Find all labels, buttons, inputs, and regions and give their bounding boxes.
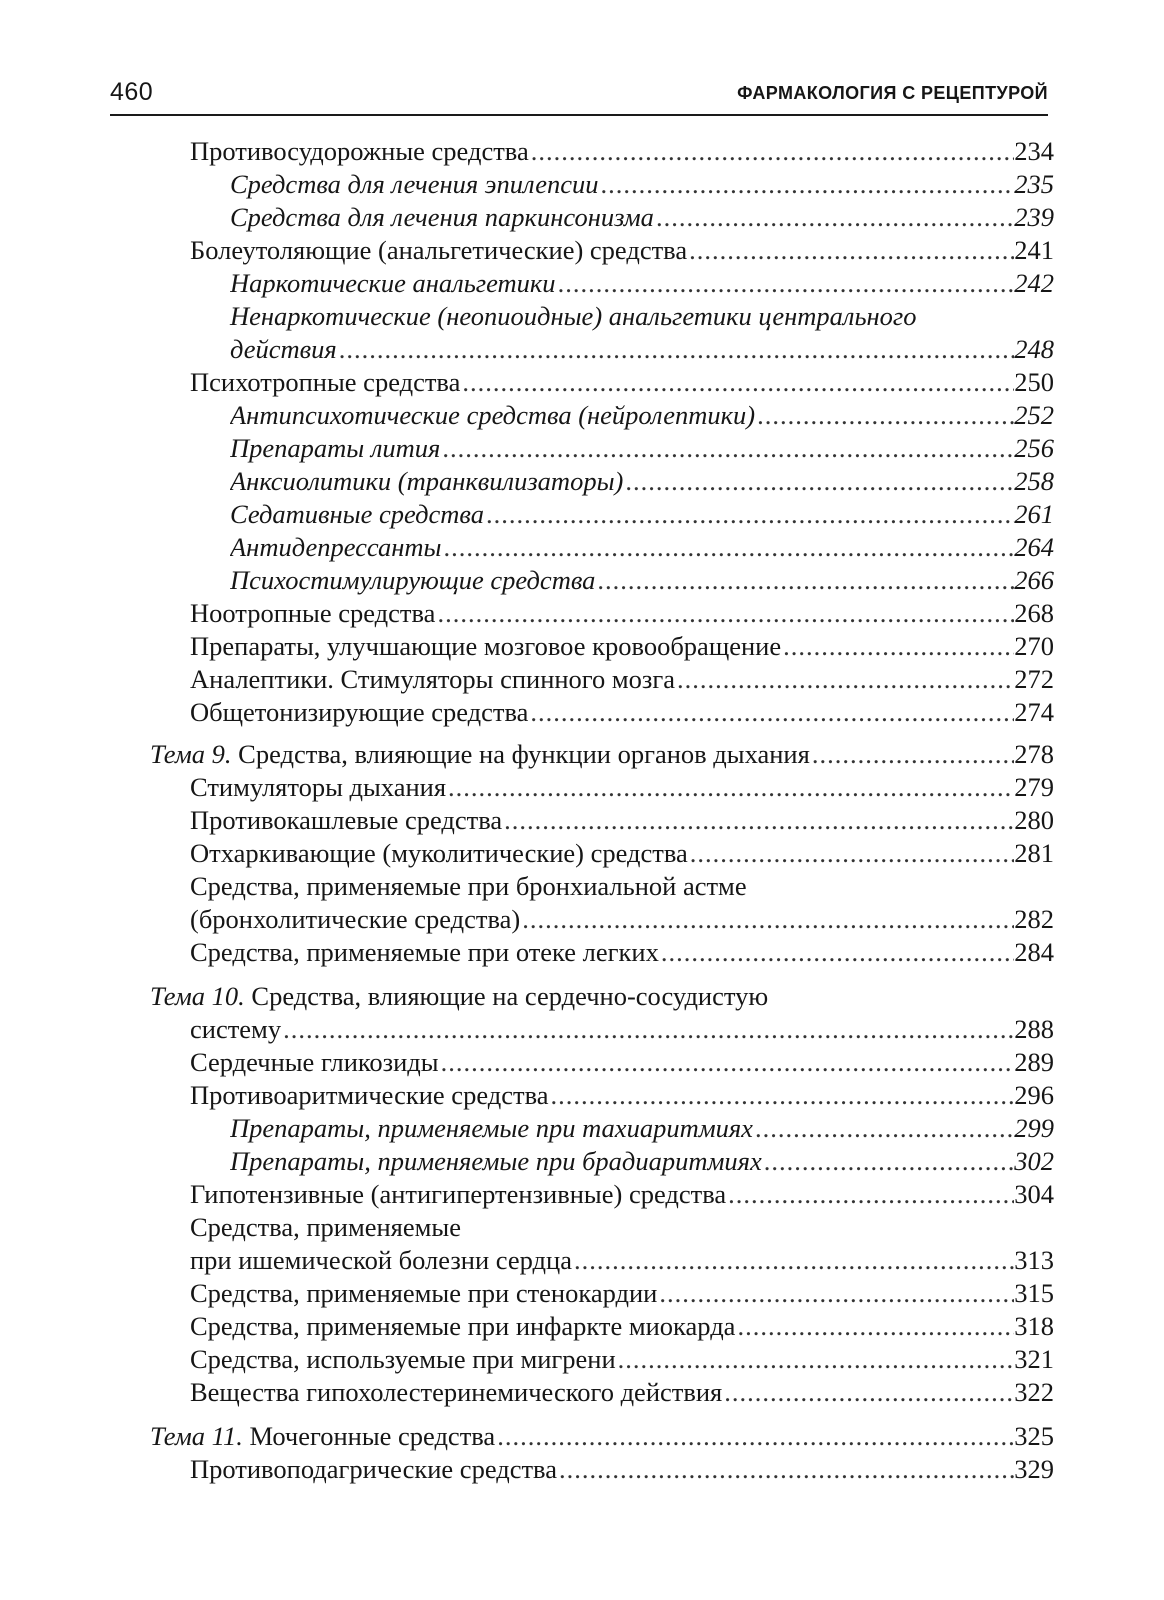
toc-entry-label: Средства, применяемые при отеке легких <box>190 937 659 967</box>
toc-entry-label: Препараты, улучшающие мозговое кровообращение <box>190 631 782 661</box>
toc-entry <box>190 837 1054 870</box>
toc-subentry <box>230 465 1054 498</box>
toc-entry-label: Противокашлевые средства <box>190 805 503 835</box>
dot-leader <box>441 531 1014 564</box>
dot-leader <box>528 696 1014 729</box>
toc-entry-label: (бронхолитические средства) <box>190 904 521 934</box>
toc-entry-page: 235 <box>1014 169 1054 199</box>
dot-leader <box>753 1112 1014 1145</box>
toc-subentry <box>230 498 1054 531</box>
dot-leader <box>810 738 1014 771</box>
dot-leader <box>735 1310 1014 1343</box>
toc-entry-line1: Средства, применяемые при бронхиальной астме <box>190 871 747 901</box>
toc-topic-entry <box>190 1013 1054 1046</box>
toc-entry-page: 329 <box>1014 1454 1054 1484</box>
toc-entry-label: Психотропные средства <box>190 367 461 397</box>
toc-entry-label: Ноотропные средства <box>190 598 436 628</box>
toc-entry-label: Препараты, применяемые при тахиаритмиях <box>230 1113 753 1143</box>
dot-leader <box>687 234 1014 267</box>
toc-entry-label: Средства, применяемые при стенокардии <box>190 1278 658 1308</box>
toc-topic-heading-line1 <box>150 980 768 1013</box>
toc-entry-label: действия <box>230 334 337 364</box>
dot-leader <box>484 498 1014 531</box>
toc-entry-page: 250 <box>1014 367 1054 397</box>
dot-leader <box>657 1277 1014 1310</box>
dot-leader <box>435 597 1014 630</box>
dot-leader <box>659 936 1014 969</box>
dot-leader <box>722 1376 1014 1409</box>
topic-title: Средства, влияющие на функции органов дыхания <box>238 739 810 769</box>
toc-entry-line1: Средства, применяемые <box>190 1212 461 1242</box>
toc-subentry <box>230 333 1054 366</box>
toc-entry-page: 261 <box>1014 499 1054 529</box>
toc-entry-page: 284 <box>1014 937 1054 967</box>
dot-leader <box>549 1079 1015 1112</box>
toc-topic-heading <box>150 738 810 771</box>
toc-entry-page: 279 <box>1014 772 1054 802</box>
toc-entry-page: 289 <box>1014 1047 1054 1077</box>
dot-leader <box>502 804 1014 837</box>
toc-entry-label: Болеутоляющие (анальгетические) средства <box>190 235 688 265</box>
toc-subentry <box>230 201 1054 234</box>
toc-entry-page: 241 <box>1014 235 1054 265</box>
toc-entry-label: Аналептики. Стимуляторы спинного мозга <box>190 664 676 694</box>
toc-entry-page: 258 <box>1014 466 1054 496</box>
dot-leader <box>616 1343 1014 1376</box>
page-number: 460 <box>110 78 154 106</box>
toc-entry-page: 313 <box>1014 1245 1054 1275</box>
topic-title-line2: систему <box>190 1014 282 1044</box>
toc-entry-label: Гипотензивные (антигипертензивные) средства <box>190 1179 727 1209</box>
dot-leader <box>623 465 1014 498</box>
toc-entry-label: при ишемической болезни сердца <box>190 1245 572 1275</box>
toc-entry-page: 304 <box>1014 1179 1054 1209</box>
dot-leader <box>755 399 1014 432</box>
dot-leader <box>439 1046 1014 1079</box>
toc-entry-page: 248 <box>1014 334 1054 364</box>
toc-entry-page: 281 <box>1014 838 1054 868</box>
toc-entry-page: 280 <box>1014 805 1054 835</box>
toc-entry <box>190 1277 1054 1310</box>
dot-leader <box>337 333 1014 366</box>
toc-entry-page: 234 <box>1014 136 1054 166</box>
toc-entry-page: 264 <box>1014 532 1054 562</box>
toc-entry-label: Отхаркивающие (муколитические) средства <box>190 838 688 868</box>
toc-topic-entry <box>150 738 1054 771</box>
dot-leader <box>688 837 1014 870</box>
toc-entry-page: 282 <box>1014 904 1054 934</box>
toc-entry-label: Психостимулирующие средства <box>230 565 596 595</box>
toc-subentry <box>230 564 1054 597</box>
toc-entry-page: 242 <box>1014 268 1054 298</box>
toc-entry <box>190 696 1054 729</box>
toc-entry-label: Общетонизирующие средства <box>190 697 529 727</box>
toc-subentry <box>230 267 1054 300</box>
dot-leader <box>557 1453 1014 1486</box>
toc-entry-page: 322 <box>1014 1377 1054 1407</box>
toc-entry-label: Средства для лечения паркинсонизма <box>230 202 654 232</box>
toc-entry <box>190 1079 1054 1112</box>
toc-entry <box>190 597 1054 630</box>
toc-entry-page: 278 <box>1014 739 1054 769</box>
toc-entry-page: 256 <box>1014 433 1054 463</box>
toc-entry <box>190 234 1054 267</box>
toc-entry <box>190 936 1054 969</box>
toc-entry-label: Вещества гипохолестеринемического действия <box>190 1377 723 1407</box>
toc-entry-label: Стимуляторы дыхания <box>190 772 447 802</box>
dot-leader <box>762 1145 1014 1178</box>
dot-leader <box>529 135 1014 168</box>
dot-leader <box>495 1420 1014 1453</box>
toc-entry <box>190 1244 1054 1277</box>
toc-entry-label: Препараты лития <box>230 433 441 463</box>
toc-entry <box>190 1178 1054 1211</box>
toc-entry-label: Наркотические анальгетики <box>230 268 556 298</box>
dot-leader <box>726 1178 1014 1211</box>
toc-entry-label: Анксиолитики (транквилизаторы) <box>230 466 624 496</box>
dot-leader <box>281 1013 1014 1046</box>
toc-entry-page: 272 <box>1014 664 1054 694</box>
toc-entry-page: 252 <box>1014 400 1054 430</box>
toc-entry-page: 325 <box>1014 1421 1054 1451</box>
dot-leader <box>781 630 1014 663</box>
toc-entry-page: 318 <box>1014 1311 1054 1341</box>
toc-entry <box>190 903 1054 936</box>
toc-entry-label: Противосудорожные средства <box>190 136 529 166</box>
toc-entry-label: Антипсихотические средства (нейролептики) <box>230 400 756 430</box>
toc-entry <box>190 630 1054 663</box>
dot-leader <box>440 432 1014 465</box>
toc-entry-page: 239 <box>1014 202 1054 232</box>
toc-entry-page: 274 <box>1014 697 1054 727</box>
topic-number: Тема 11. <box>150 1421 243 1451</box>
toc-entry <box>190 1046 1054 1079</box>
dot-leader <box>460 366 1014 399</box>
toc-topic-entry <box>150 1420 1054 1453</box>
toc-entry <box>190 1453 1054 1486</box>
toc-entry-page: 288 <box>1014 1014 1054 1044</box>
toc-entry-label: Седативные средства <box>230 499 484 529</box>
toc-entry-label: Средства, применяемые при инфаркте миокарда <box>190 1311 736 1341</box>
toc-entry-page: 315 <box>1014 1278 1054 1308</box>
toc-subentry <box>230 432 1054 465</box>
toc-entry <box>190 1376 1054 1409</box>
toc-entry <box>190 771 1054 804</box>
toc-entry-label: Препараты, применяемые при брадиаритмиях <box>230 1146 762 1176</box>
toc-entry-label: Сердечные гликозиды <box>190 1047 439 1077</box>
dot-leader <box>654 201 1014 234</box>
toc-entry <box>190 135 1054 168</box>
toc-subentry <box>230 531 1054 564</box>
toc-subentry-line1: Ненаркотические (неопиоидные) анальгетики центрального <box>230 301 917 331</box>
topic-title: Мочегонные средства <box>249 1421 496 1451</box>
running-title: ФАРМАКОЛОГИЯ С РЕЦЕПТУРОЙ <box>737 83 1048 103</box>
toc-entry-page: 270 <box>1014 631 1054 661</box>
toc-topic-heading <box>150 1420 495 1453</box>
toc-entry-page: 266 <box>1014 565 1054 595</box>
dot-leader <box>675 663 1014 696</box>
toc-entry-page: 296 <box>1014 1080 1054 1110</box>
toc-subentry <box>230 1145 1054 1178</box>
toc-entry-page: 299 <box>1014 1113 1054 1143</box>
toc-entry-label: Средства, используемые при мигрени <box>190 1344 616 1374</box>
dot-leader <box>595 564 1014 597</box>
dot-leader <box>572 1244 1014 1277</box>
dot-leader <box>556 267 1014 300</box>
dot-leader <box>446 771 1014 804</box>
toc-entry <box>190 1310 1054 1343</box>
dot-leader <box>520 903 1014 936</box>
toc-entry-label: Антидепрессанты <box>230 532 442 562</box>
toc-entry-label: Противоподагрические средства <box>190 1454 557 1484</box>
toc-subentry <box>230 399 1054 432</box>
toc-entry <box>190 366 1054 399</box>
toc-entry-label: Средства для лечения эпилепсии <box>230 169 599 199</box>
toc-entry <box>190 663 1054 696</box>
toc-entry <box>190 1343 1054 1376</box>
toc-entry <box>190 804 1054 837</box>
topic-title: Средства, влияющие на сердечно-сосудистую <box>251 981 769 1011</box>
toc-entry-page: 268 <box>1014 598 1054 628</box>
toc-subentry <box>230 168 1054 201</box>
toc-subentry <box>230 1112 1054 1145</box>
toc-entry-page: 321 <box>1014 1344 1054 1374</box>
toc-entry-page: 302 <box>1014 1146 1054 1176</box>
toc-entry-label: Противоаритмические средства <box>190 1080 549 1110</box>
topic-number: Тема 9. <box>150 739 232 769</box>
dot-leader <box>598 168 1014 201</box>
topic-number: Тема 10. <box>150 981 245 1011</box>
